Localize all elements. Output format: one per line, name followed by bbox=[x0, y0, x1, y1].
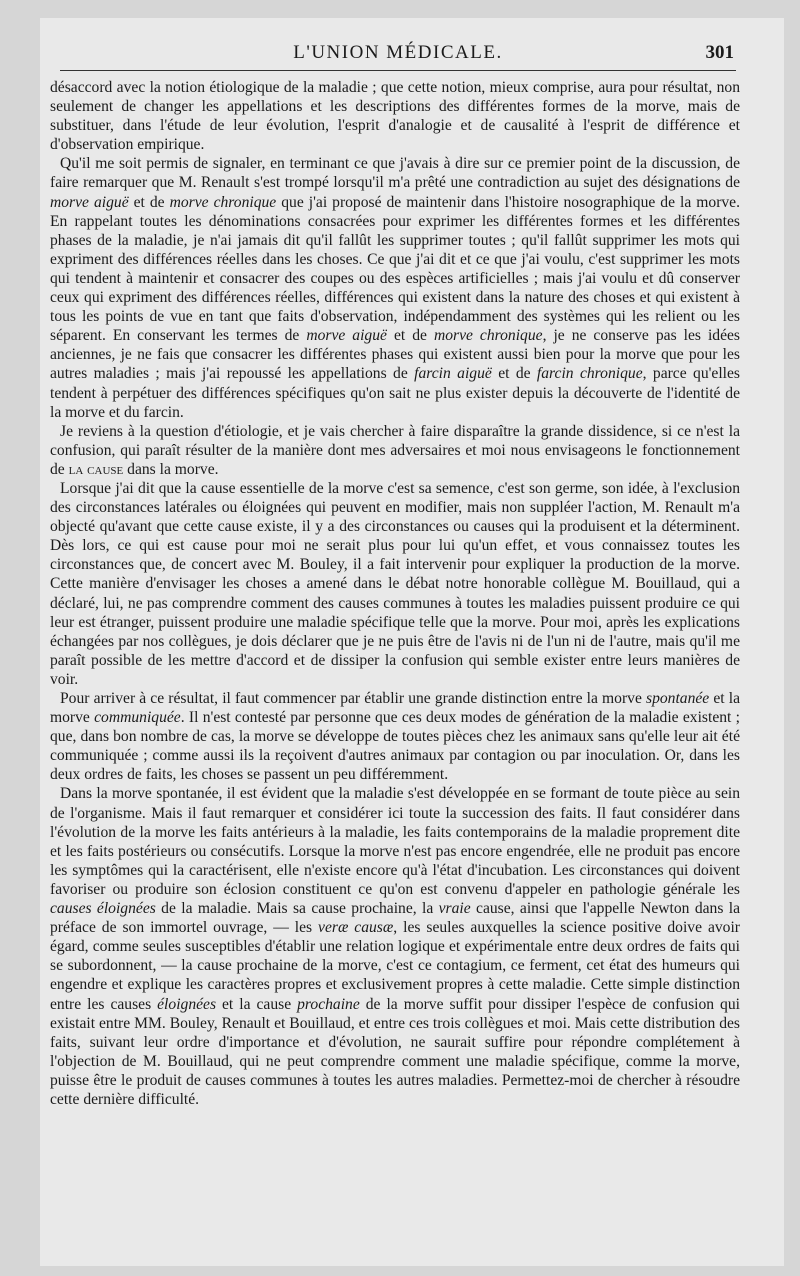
paragraph-6: Dans la morve spontanée, il est évident que la maladie s'est développée en se formant de toute pièce au sein de l'organisme. Mais il faut remarquer et considérer ici toute la succession des faits. Il faut considérer dans l'évolution de la morve les faits antérieurs à la maladie, les faits contemporains de la maladie proprement dite et les faits postérieurs ou consécutifs. Lorsque la morve n'est pas encore engendrée, elle ne produit pas encore les symptômes qui la caractérisent, elle n'existe encore qu'à l'état d'incubation. Les circonstances qui doivent favoriser ou produire son éclosion constituent ce qu'on est convenu d'appeler en pathologie générale les causes éloignées de la maladie. Mais sa cause prochaine, la vraie cause, ainsi que l'appelle Newton dans la préface de son immortel ouvrage, — les veræ causæ, les seules auxquelles la science positive doive avoir égard, comme seules susceptibles d'établir une relation logique et expérimentale entre deux ordres de faits qui se subordonnent, — la cause prochaine de la morve, c'est ce contagium, ce ferment, cet état des humeurs qui engendre et explique les caractères propres et exclusivement propres à cette maladie. Cette simple distinction entre les causes éloignées et la cause prochaine de la morve suffit pour dissiper l'espèce de confusion qui existait entre MM. Bouley, Renault et Bouillaud, et entre ces trois collègues et moi. Mais cette distribution des faits, suivant leur ordre d'importance et d'évolution, ne saurait suffire pour répondre complétement à l'objection de M. Bouillaud, qui ne peut comprendre comment une maladie spécifique, comme la morve, puisse être le produit de causes communes à toutes les autres maladies. Permettez-moi de chercher à résoudre cette dernière difficulté. bbox=[50, 785, 741, 1108]
paragraph-1: désaccord avec la notion étiologique de la maladie ; que cette notion, mieux comprise, aura pour résultat, non seulement de changer les appellations et les descriptions des différentes formes de la morve, mais de substituer, dans l'étude de leur évolution, l'esprit d'analogie et de causalité à l'esprit de différence et d'observation empirique. bbox=[50, 79, 740, 154]
paragraph-3: Je reviens à la question d'étiologie, et je vais chercher à faire disparaître la grande dissidence, si ce n'est la confusion, qui paraît résulter de la manière dont mes adversaires et moi nous envisageons le fonctionnement de la cause dans la morve. bbox=[50, 422, 740, 478]
paragraph-4: Lorsque j'ai dit que la cause essentielle de la morve c'est sa semence, c'est son germe, son idée, à l'exclusion des circonstances latérales ou éloignées qui peuvent en modifier, mais non suppléer l'action, M. Renault m'a objecté qu'avant que cette cause existe, il y a des circonstances ou causes qui la produisent et la déterminent. Dès lors, ce qui est cause pour moi ne serait plus pour lui qu'un effet, et vous connaissez toutes les circonstances que, de concert avec M. Bouley, il a fait intervenir pour expliquer la production de la morve. Cette manière d'envisager les choses a amené dans le débat notre honorable collègue M. Bouillaud, qui a déclaré, lui, ne pas comprendre comment des causes communes à toutes les maladies puissent produire ce qui leur est étranger, puissent produire une maladie spécifique telle que la morve. Pour moi, après les explications échangées par nos collègues, je dois déclarer que je ne puis être de l'avis ni de l'un ni de l'autre, mais qu'il me paraît possible de les mettre d'accord et de dissiper la confusion qui semble exister entre leurs manières de voir. bbox=[50, 479, 740, 688]
body-text bbox=[50, 78, 740, 1109]
header-rule bbox=[60, 70, 736, 71]
running-title: L'UNION MÉDICALE. bbox=[293, 42, 503, 63]
page-header bbox=[60, 38, 736, 72]
paragraph-2: Qu'il me soit permis de signaler, en terminant ce que j'avais à dire sur ce premier point de la discussion, de faire remarquer que M. Renault s'est trompé lorsqu'il m'a prêté une contradiction au sujet des désignations de morve aiguë et de morve chronique que j'ai proposé de maintenir dans l'histoire nosographique de la morve. En rappelant toutes les dénominations consacrées pour exprimer les différentes formes et les différentes phases de la maladie, je n'ai jamais dit qu'il fallût les supprimer toutes ; qu'il fallût supprimer les mots qui expriment des différences réelles dans les choses. Ce que j'ai dit et ce que j'ai voulu, c'est supprimer les mots qui tendent à maintenir et consacrer des coupes ou des espèces artificielles ; mais j'ai voulu et dû conserver ceux qui expriment des différences réelles, différences qui existent dans la nature des choses et qui existent à tous les points de vue en tant que faits d'observation, indépendamment des systèmes qui les relient ou les séparent. En conservant les termes de morve aiguë et de morve chronique, je ne conserve pas les idées anciennes, je ne fais que consacrer les différentes phases qui existent aussi bien pour la morve que pour les autres maladies ; mais j'ai repoussé les appellations de farcin aiguë et de farcin chronique, parce qu'elles tendent à perpétuer des différences spécifiques qu'on sait ne plus exister depuis la découverte de l'identité de la morve et du farcin. bbox=[50, 155, 741, 421]
paragraph-5: Pour arriver à ce résultat, il faut commencer par établir une grande distinction entre la morve spontanée et la morve communiquée. Il n'est contesté par personne que ces deux modes de génération de la maladie existent ; que, dans bon nombre de cas, la morve se développe de toutes pièces chez les animaux sans qu'elle leur ait été communiquée ; comme aussi ils la reçoivent d'autres animaux par contagion ou par inoculation. Or, dans les deux ordres de faits, les choses se passent un peu différemment. bbox=[50, 690, 740, 784]
page-number: 301 bbox=[705, 42, 734, 63]
